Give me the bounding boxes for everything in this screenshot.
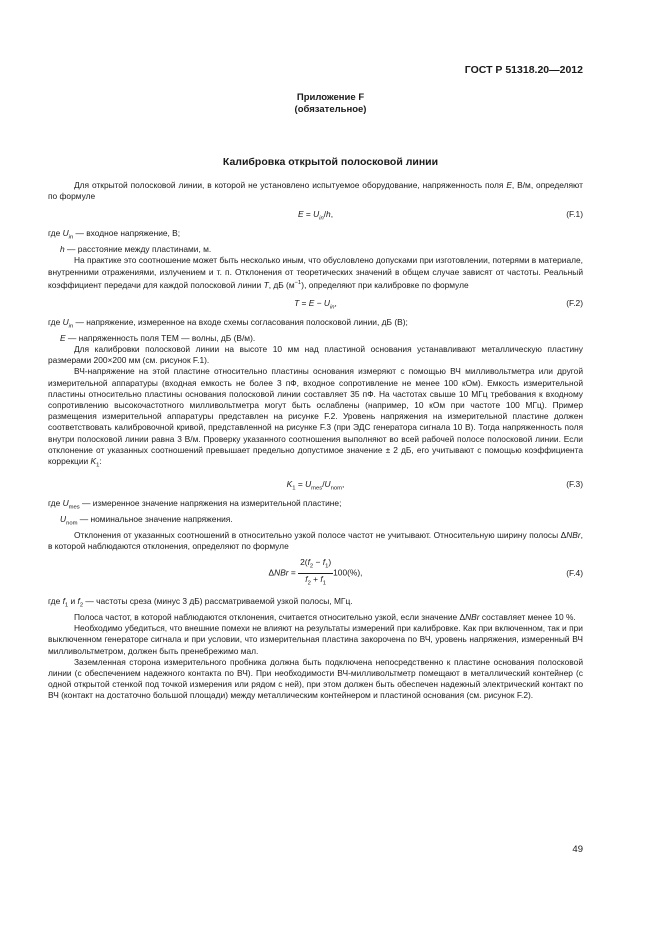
equation-number: (F.4) xyxy=(566,568,583,579)
annex-heading xyxy=(0,92,661,116)
where-item: где $U_{mes}$ — измеренное значение напряжения на измерительной пластине; xyxy=(48,497,342,511)
document-body xyxy=(48,180,583,702)
equation-f2: $T = E - U_{in}$, (F.2) xyxy=(294,297,583,311)
paragraph: ВЧ-напряжение на этой пластине относительно пластины основания измеряют с помощью ВЧ милливольтметра или другой измерительной аппаратуры (входная емкость не более 3 пФ, входное сопротивление не менее 100 кОм). Емкость измерительной пластины относительно пластины основания полосковой линии составляет 35 пФ. На частотах свыше 10 МГц требования к входному сопротивлению высокочастотного милливольтметра могут быть ослаблены (например, 10 кОм при частоте 100 МГц). Пример размещения измерительной аппаратуры представлен на рисунке F.2. Уровень напряжения на измерительной пластине должен соответствовать калибровочной кривой, представленной на рисунке F.3 (при ЭДС генератора сигнала 10 В). Тогда напряженность поля внутри полосковой линии равна 3 В/м. Проверку указанного соотношения выполняют во всей рабочей полосе полосковой линии. Если отклонение от указанных соотношений превышает предельно допустимое значение ± 2 дБ, его учитывают с помощью коэффициента коррекции $K_1$: xyxy=(48,366,583,469)
equation-f1: $E = U_{in}/h$, (F.1) xyxy=(297,209,583,223)
where-item: где $U_{in}$ — напряжение, измеренное на входе схемы согласования полосковой линии, дБ (В); xyxy=(48,316,408,330)
where-item: где $U_{in}$ — входное напряжение, В; xyxy=(48,228,181,242)
page-number: 49 xyxy=(572,844,583,855)
equation-number: (F.2) xyxy=(566,297,583,308)
where-item: где $f_1$ и $f_2$ — частоты среза (минус 3 дБ) рассматриваемой узкой полосы, МГц. xyxy=(48,596,353,609)
annex-status: (обязательное) xyxy=(294,104,367,115)
paragraph: Для калибровки полосковой линии на высоте 10 мм над пластиной основания устанавливают металлическую пластину размерами 200×200 мм (см. рисунок F.1). xyxy=(48,343,583,366)
where-item: h — расстояние между пластинами, м. xyxy=(60,244,212,255)
equation-f3: $K_1 = U_{mes}/U_{nom}$, (F.3) xyxy=(286,478,583,492)
annex-name: Приложение F xyxy=(296,92,365,103)
paragraph: Отклонения от указанных соотношений в относительно узкой полосе частот не учитывают. Относительную ширину полосы ΔNBr, в которой наблюдаются отклонения, определяют по формуле xyxy=(48,529,583,551)
where-item: $U_{nom}$ — номинальное значение напряжения. xyxy=(60,513,233,527)
paragraph: Для открытой полосковой линии, в которой не установлено испытуемое оборудование, напряженность поля E, В/м, определяют по формуле xyxy=(48,180,583,202)
section-title: Калибровка открытой полосковой линии xyxy=(222,156,439,168)
paragraph: На практике это соотношение может быть несколько иным, что обусловлено допусками при изготовлении, потерями в материале, внутренними отражениями, излучением и т. п. Отклонения от теоретических значений в общем случае зависят от частоты. Реальный коэффициент передачи для каждой полосковой линии T, дБ $(м^{-1})$, определяют при калибровке по формуле xyxy=(48,255,583,290)
paragraph: Полоса частот, в которой наблюдаются отклонения, считается относительно узкой, если значение ΔNBr составляет менее 10 %. xyxy=(74,611,576,622)
where-item: E — напряженность поля ТЕМ — волны, дБ (В/м). xyxy=(60,332,256,343)
standard-header: ГОСТ Р 51318.20—2012 xyxy=(464,64,583,76)
equation-number: (F.1) xyxy=(566,209,583,220)
paragraph: Заземленная сторона измерительного пробника должна быть подключена непосредственно к пластине основания полосковой линии (с обеспечением надежного контакта по ВЧ). При необходимости ВЧ-милливольтметр помещают в металлический контейнер (с одной открытой стенкой под точкой измерения или рядом с ней), при этом должен быть обеспечен надежный электрический контакт по ВЧ (контакт на достаточно большой площади) между металлическим контейнером и пластиной основания (см. рисунок F.2). xyxy=(48,656,583,701)
paragraph: Необходимо убедиться, что внешние помехи не влияют на результаты измерений при калибровке. Как при включенном, так и при выключенном генераторе сигнала и при условии, что измерительная пластина закорочена по ВЧ, уровень напряжения, измеренный ВЧ милливольтметром, должен быть пренебрежимо мал. xyxy=(48,623,583,656)
equation-f4: ΔNBr = $\frac{2(f_2 - f_1)}{f_2 + f_1}$ 100(%), (F.4) xyxy=(268,557,583,587)
equation-number: (F.3) xyxy=(566,478,583,489)
